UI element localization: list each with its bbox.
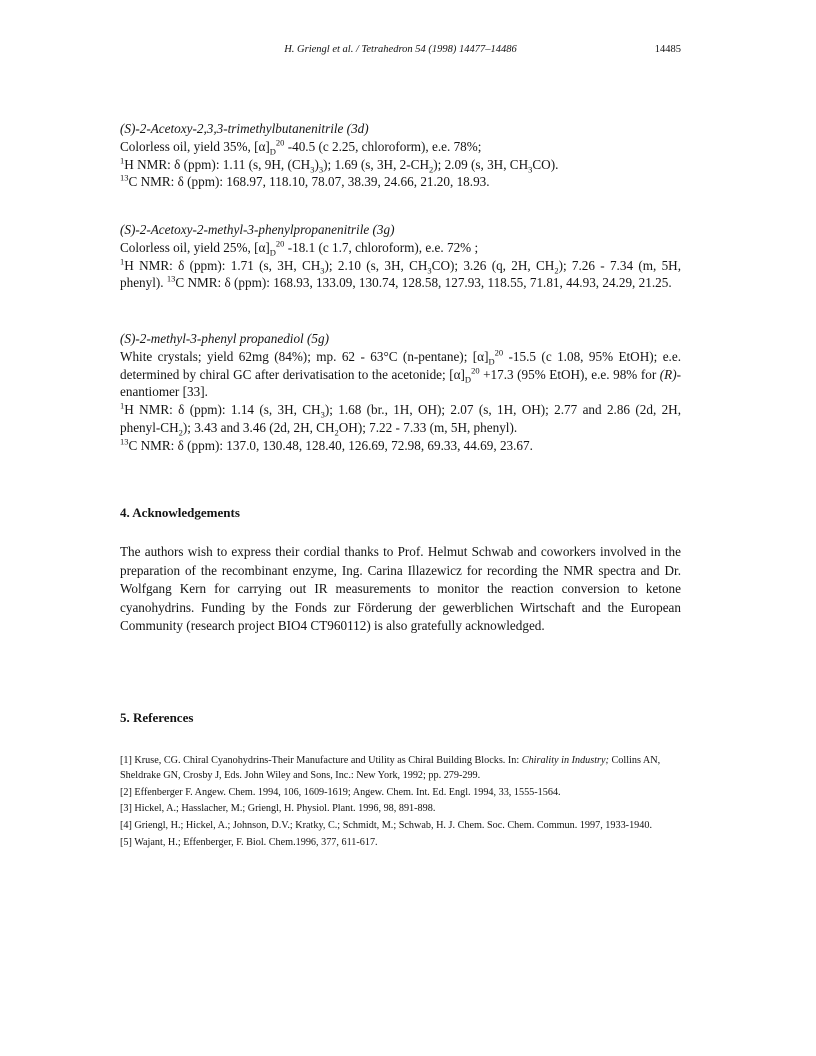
compound-3g-nmr	[120, 257, 681, 293]
nmr-text: C NMR: δ (ppm): 137.0, 130.48, 128.40, 126.69, 72.98, 69.33, 44.69, 23.67.	[128, 437, 533, 453]
prop-text: -15.5 (c 1.08, 95% EtOH); e.e. determined by chiral GC after derivatisation to the acetonide; [α]	[120, 348, 682, 382]
nmr-sub: 3	[528, 164, 533, 175]
nmr-sub: 2	[178, 427, 183, 438]
reference-item: [3] Hickel, A.; Hasslacher, M.; Griengl, H. Physiol. Plant. 1996, 98, 891-898.	[120, 803, 436, 815]
reference-item	[120, 754, 685, 784]
nmr-sub: 2	[334, 427, 339, 438]
nmr-text: ); 1.69 (s, 3H, 2-CH	[323, 156, 429, 172]
nmr-sup: 1	[120, 400, 125, 411]
nmr-text: ); 7.26 - 7.34 (m, 5H, phenyl).	[120, 257, 681, 291]
nmr-text: C NMR: δ (ppm): 168.93, 133.09, 130.74, 128.58, 127.93, 118.55, 71.81, 44.93, 24.29, 21.25.	[175, 275, 672, 291]
compound-3d-properties	[120, 138, 681, 156]
nmr-sub: 3	[427, 265, 432, 276]
prop-text: Colorless oil, yield 35%, [α]	[120, 138, 270, 154]
nmr-text: H NMR: δ (ppm): 1.11 (s, 9H, (CH	[124, 156, 311, 172]
compound-3g-title: (S)-2-Acetoxy-2-methyl-3-phenylpropanenitrile (3g)	[120, 222, 395, 237]
nmr-text: CO).	[532, 156, 559, 172]
prop-text: Colorless oil, yield 25%, [α]	[120, 239, 270, 255]
nmr-sub: 2	[428, 164, 434, 175]
compound-3d-h-nmr	[120, 156, 681, 174]
prop-sub: D	[269, 146, 276, 157]
compound-5g-properties	[120, 348, 681, 401]
running-title: H. Griengl et al. / Tetrahedron 54 (1998) 14477–14486	[284, 44, 517, 55]
reference-item: [5] Wajant, H.; Effenberger, F. Biol. Chem.1996, 377, 611-617.	[120, 836, 378, 848]
compound-5g-c-nmr	[120, 437, 681, 455]
nmr-sup: 13	[120, 436, 129, 447]
nmr-sup: 13	[166, 274, 176, 284]
prop-sup: 20	[494, 347, 504, 358]
acknowledgements-heading: 4. Acknowledgements	[120, 505, 240, 520]
compound-3g-properties	[120, 239, 681, 257]
reference-list	[120, 754, 685, 853]
prop-text: White crystals; yield 62mg (84%); mp. 62 - 63°C (n-pentane); [α]	[120, 348, 489, 364]
prop-sub: D	[488, 356, 495, 367]
prop-sub: D	[464, 374, 472, 385]
prop-text-rest: -40.5 (c 2.25, chloroform), e.e. 78%;	[284, 138, 482, 154]
prop-text: -enantiomer [33].	[120, 366, 681, 400]
compound-3g-block	[120, 221, 681, 292]
nmr-text: H NMR: δ (ppm): 1.71 (s, 3H, CH	[124, 257, 321, 273]
nmr-text: ); 3.43 and 3.46 (2d, 2H, CH	[182, 419, 335, 435]
reference-item: [2] Effenberger F. Angew. Chem. 1994, 106, 1609-1619; Angew. Chem. Int. Ed. Engl. 1994, 33, 1555-1564.	[120, 786, 561, 798]
prop-sup: 20	[275, 238, 285, 249]
prop-sup: 20	[471, 365, 480, 376]
references-heading: 5. References	[120, 710, 194, 725]
page-number: 14485	[654, 44, 681, 55]
nmr-text: ); 2.09 (s, 3H, CH	[433, 156, 529, 172]
compound-5g-h-nmr	[120, 401, 681, 437]
nmr-sub: 3	[320, 265, 325, 276]
prop-sup: 20	[275, 137, 285, 148]
prop-text: +17.3 (95% EtOH), e.e. 98% for	[479, 366, 660, 382]
nmr-text: CO); 3.26 (q, 2H, CH	[431, 257, 555, 273]
nmr-text: H NMR: δ (ppm): 1.14 (s, 3H, CH	[124, 402, 321, 418]
reference-text: [1] Kruse, CG. Chiral Cyanohydrins-Their Manufacture and Utility as Chiral Building Blocks. In:	[120, 755, 522, 766]
nmr-sup: 1	[120, 256, 125, 267]
compound-3d-title: (S)-2-Acetoxy-2,3,3-trimethylbutanenitrile (3d)	[120, 121, 369, 136]
prop-italic: (R)	[659, 366, 677, 382]
prop-sub: D	[269, 247, 276, 258]
nmr-sub: 3	[310, 164, 315, 175]
acknowledgements-text: The authors wish to express their cordial thanks to Prof. Helmut Schwab and coworkers involved in the preparation of the recombinant enzyme, Ing. Carina Illazewicz for recording the NMR spectra and Dr. Wolfgang Kern for carrying out IR measurements to monitor the reaction conversion to ketone cyanohydrins. Funding by the Fonds zur Förderung der gewerblichen Wirtschaft and the European Community (research project BIO4 CT960112) is also gratefully acknowledged.	[120, 544, 681, 634]
nmr-text: ); 2.10 (s, 3H, CH	[324, 257, 428, 273]
reference-item: [4] Griengl, H.; Hickel, A.; Johnson, D.V.; Kratky, C.; Schmidt, M.; Schwab, H. J. Chem. Soc. Chem. Commun. 1997, 1933-1940.	[120, 820, 652, 832]
compound-5g-title: (S)-2-methyl-3-phenyl propanediol (5g)	[120, 331, 329, 346]
prop-text-rest: -18.1 (c 1.7, chloroform), e.e. 72% ;	[284, 239, 479, 255]
acknowledgements-body	[120, 543, 681, 636]
compound-5g-block	[120, 330, 681, 455]
reference-book-title: Chirality in Industry;	[521, 755, 609, 766]
nmr-sub: 3	[318, 164, 324, 175]
nmr-sub: 3	[320, 409, 325, 420]
nmr-sup: 13	[120, 173, 129, 183]
nmr-text: OH); 7.22 - 7.33 (m, 5H, phenyl).	[338, 419, 518, 435]
nmr-sub: 2	[554, 265, 559, 276]
nmr-text: )	[314, 156, 319, 172]
compound-3d-block	[120, 120, 681, 191]
nmr-text: C NMR: δ (ppm): 168.97, 118.10, 78.07, 38.39, 24.66, 21.20, 18.93.	[128, 174, 490, 190]
reference-text: Collins AN, Sheldrake GN, Crosby J, Eds. John Wiley and Sons, Inc.: New York, 1992; pp. 279-299.	[120, 755, 661, 781]
running-header	[120, 44, 681, 60]
nmr-text: ); 1.68 (br., 1H, OH); 2.07 (s, 1H, OH); 2.77 and 2.86 (2d, 2H, phenyl-CH	[120, 402, 681, 435]
nmr-sup: 1	[120, 155, 125, 166]
compound-3d-c-nmr	[120, 173, 681, 191]
